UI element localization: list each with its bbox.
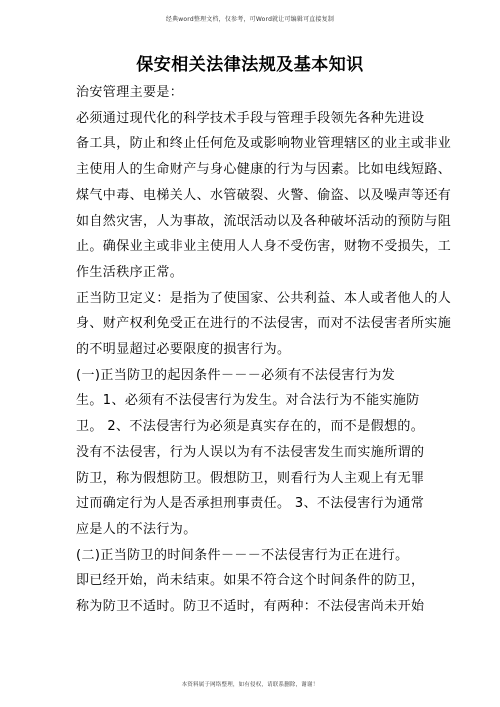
body-line: 防卫，称为假想防卫。假想防卫，则看行为人主观上有无罪 [76,470,425,486]
body-line: 止。确保业主或非业主使用人人身不受伤害，财物不受损失，工 [76,239,452,255]
body-line: 即已经开始，尚未结束。如果不符合这个时间条件的防卫， [76,573,425,589]
body-line: 没有不法侵害，行为人误以为有不法侵害发生而实施所谓的 [76,444,425,460]
body-line: 过而确定行为人是否承担刑事责任。 3、不法侵害行为通常 [76,496,425,512]
body-line: 如自然灾害，人为事故，流氓活动以及各种破坏活动的预防与阻 [76,213,452,229]
body-line: 身、财产权利免受正在进行的不法侵害，而对不法侵害者所实施 [76,316,452,332]
body-line: 煤气中毒、电梯关人、水管破裂、火警、偷盗、以及噪声等还有 [76,187,452,203]
body-line: 应是人的不法行为。 [76,521,197,537]
body-line: (一)正当防卫的起因条件－－－必须有不法侵害行为发 [76,367,396,383]
body-line: 称为防卫不适时。防卫不适时，有两种：不法侵害尚未开始 [76,599,425,615]
body-line: 生。1、必须有不法侵害行为发生。对合法行为不能实施防 [76,393,420,409]
body-line: 必须通过现代化的科学技术手段与管理手段领先各种先进设 [76,110,425,126]
footer-note: 本资料属于网络整理，如有侵权，请联系删除，谢谢！ [181,682,319,688]
body-line: 正当防卫定义：是指为了使国家、公共利益、本人或者他人的人 [76,290,452,306]
body-line: 卫。 2、不法侵害行为必须是真实存在的，而不是假想的。 [76,419,425,435]
body-line: 的不明显超过必要限度的损害行为。 [76,342,291,358]
document-body [76,80,452,620]
body-line: 治安管理主要是： [76,85,184,100]
body-line: 作生活秩序正常。 [76,264,184,280]
body-line: (二)正当防卫的时间条件－－－不法侵害行为正在进行。 [76,547,409,563]
body-line: 备工具，防止和终止任何危及或影响物业管理辖区的业主或非业 [76,136,452,152]
document-title: 保安相关法律法规及基本知识 [136,55,364,75]
header-note: 经典word整理文档，仅参考，可Word就让可编辑可直接复制 [165,16,335,23]
body-line: 主使用人的生命财产与身心健康的行为与因素。比如电线短路、 [76,162,452,178]
